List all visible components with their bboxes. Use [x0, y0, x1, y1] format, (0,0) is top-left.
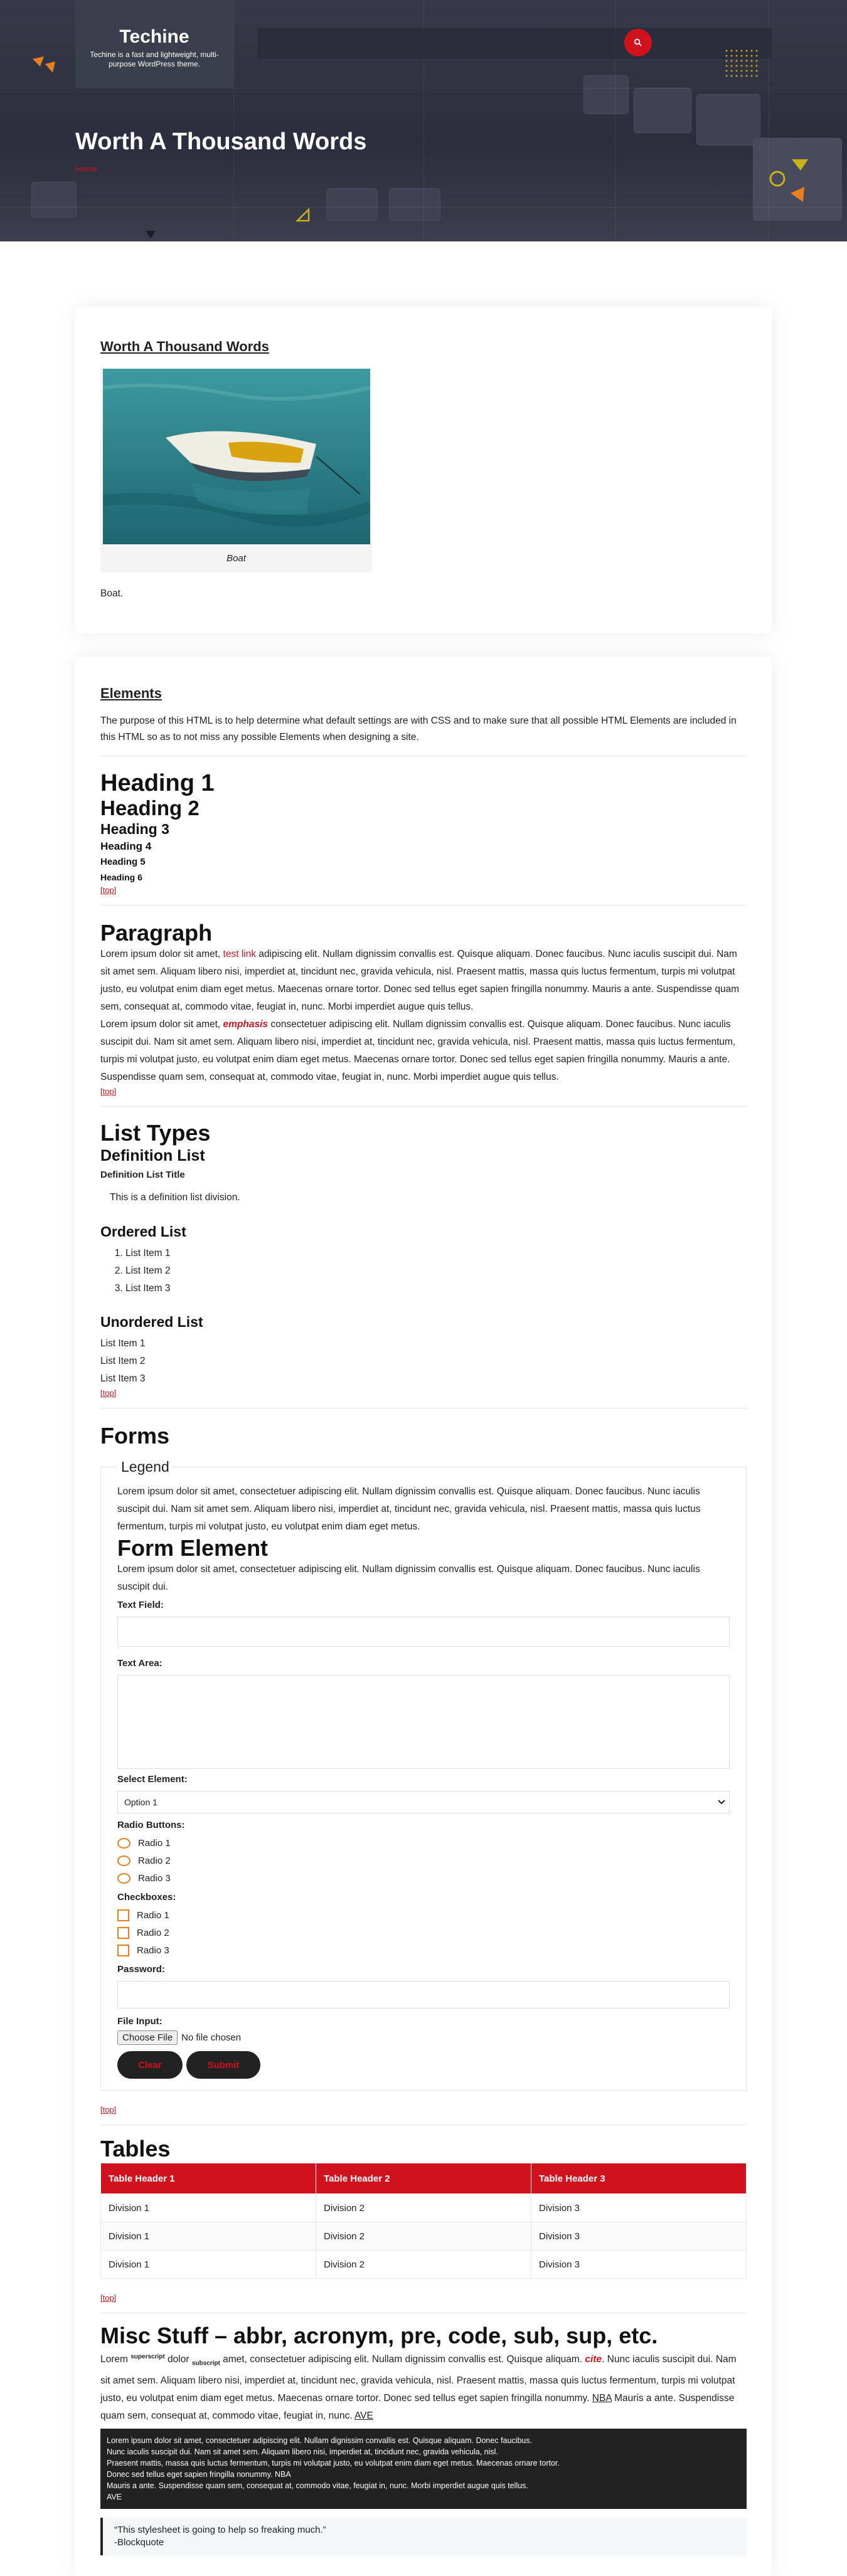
radio-2[interactable]: [117, 1852, 730, 1869]
table-header-row: [101, 2163, 747, 2194]
triangle-decoration-icon: [33, 55, 64, 78]
quote-text: “This stylesheet is going to help so freaking much.”: [114, 2525, 326, 2536]
misc-section: [100, 2323, 747, 2555]
acronym-ave: AVE: [354, 2410, 373, 2422]
text: Lorem ipsum dolor sit amet,: [100, 1019, 223, 1030]
preformatted-block: [100, 2429, 747, 2509]
pre-line: AVE: [107, 2493, 122, 2502]
search-bar[interactable]: [257, 28, 772, 59]
subscript: subscript: [191, 2360, 220, 2367]
site-branding[interactable]: [75, 0, 233, 88]
pre-line: Donec sed tellus eget sapien fringilla nonummy. NBA: [107, 2470, 291, 2479]
search-icon: [634, 38, 642, 47]
definition-list-heading: Definition List: [100, 1147, 205, 1164]
heading-2: Heading 2: [100, 796, 200, 820]
checkbox-3[interactable]: [117, 1941, 730, 1959]
table-row: [101, 2222, 747, 2251]
list-item: 2. List Item 2: [125, 1262, 747, 1280]
select-label: Select Element:: [117, 1774, 188, 1785]
keyboard-key-decoration: [634, 88, 691, 133]
checkbox-2[interactable]: [117, 1924, 730, 1941]
triangle-decoration-icon: [146, 231, 157, 240]
table-header: Table Header 3: [531, 2163, 747, 2194]
top-link[interactable]: [top]: [100, 885, 117, 895]
text-field-label: Text Field:: [117, 1600, 164, 1610]
tables-section: [100, 2136, 747, 2304]
keyboard-key-decoration: [696, 94, 760, 145]
text: Lorem ipsum dolor sit amet,: [100, 949, 223, 959]
checkbox-text: Radio 2: [137, 1927, 169, 1938]
post-card-boat: [75, 307, 772, 633]
text: dolor: [164, 2354, 192, 2365]
top-link[interactable]: [top]: [100, 1087, 117, 1096]
list-types-section: [100, 1121, 747, 1399]
submit-button[interactable]: Submit: [186, 2051, 260, 2079]
grid-line: [233, 0, 234, 241]
table-cell: Division 3: [531, 2222, 747, 2251]
image-caption: Boat: [226, 553, 246, 564]
boat-illustration: [103, 369, 370, 544]
paragraph-section: [100, 921, 747, 1097]
text-area-label: Text Area:: [117, 1658, 162, 1669]
post-title[interactable]: Elements: [100, 685, 162, 701]
legend-paragraph: Lorem ipsum dolor sit amet, consectetuer adipiscing elit. Nullam dignissim convallis est. Quisque aliquam. Donec faucibus. Nunc iaculis suscipit dui. Nam sit amet sem. Aliquam libero nisi, imperdiet at, tincidunt nec, gravida vehicula, nisl. Praesent mattis, massa quis luctus fermentum, turpis mi volutpat justo, eu volutpat enim diam eget metus.: [117, 1486, 701, 1532]
table-cell: Division 1: [101, 2251, 316, 2279]
heading-1: Heading 1: [100, 770, 215, 796]
dot-grid-decoration-icon: [725, 49, 762, 80]
unordered-list: [100, 1335, 747, 1388]
checkbox-square-icon[interactable]: [117, 1909, 129, 1921]
tables-heading: Tables: [100, 2136, 171, 2162]
headings-section: [100, 770, 747, 896]
test-link[interactable]: test link: [223, 949, 257, 959]
pre-line: Praesent mattis, massa quis luctus fermentum, turpis mi volutpat justo, eu volutpat enim diam eget metus. Maecenas ornare tortor.: [107, 2459, 560, 2468]
checkbox-label: Checkboxes:: [117, 1892, 176, 1903]
site-title[interactable]: Techine: [119, 26, 189, 47]
text: Lorem: [100, 2354, 131, 2365]
cite: cite: [585, 2354, 602, 2365]
site-description: Techine is a fast and lightweight, multi-purpose WordPress theme.: [90, 50, 219, 68]
table-cell: Division 2: [316, 2251, 531, 2279]
text-area-input[interactable]: [117, 1675, 730, 1769]
form-element-heading: Form Element: [117, 1535, 269, 1561]
top-link[interactable]: [top]: [100, 2293, 117, 2303]
table-cell: Division 2: [316, 2222, 531, 2251]
checkbox-text: Radio 3: [137, 1945, 169, 1956]
radio-circle-icon[interactable]: [117, 1873, 131, 1884]
radio-label: Radio Buttons:: [117, 1820, 185, 1830]
text: . Nunc iaculis suscipit dui. Nam sit amet sem. Aliquam libero nisi, imperdiet at, tincidunt nec, gravida vehicula, nisl. Praesent mattis, massa quis luctus fermentum, turpis mi volutpat justo, eu volutpat enim diam eget metus. Maecenas ornare tortor. Donec sed tellus eget sapien fringilla nonummy.: [100, 2354, 737, 2404]
form-paragraph: Lorem ipsum dolor sit amet, consectetuer adipiscing elit. Nullam dignissim convallis est. Quisque aliquam. Donec faucibus. Nunc iaculis suscipit dui.: [117, 1564, 700, 1592]
text: consectetuer adipiscing elit. Nullam dignissim convallis est. Quisque aliquam. Donec faucibus. Nunc iaculis suscipit dui. Nam sit amet sem. Aliquam libero nisi, imperdiet at, tincidunt nec, gravida vehicula, nisl. Praesent mattis, massa quis luctus fermentum, turpis mi volutpat justo, eu volutpat enim diam eget metus. Maecenas ornare tortor. Donec sed tellus eget sapien fringilla nonummy. Mauris a ante. Suspendisse quam sem, consequat at, commodo vitae, feugiat in, nunc. Morbi imperdiet augue quis tellus.: [100, 1019, 736, 1082]
top-link[interactable]: [top]: [100, 1388, 117, 1398]
heading-6: Heading 6: [100, 872, 142, 882]
radio-group: [117, 1834, 730, 1887]
radio-circle-icon[interactable]: [117, 1838, 131, 1849]
keyboard-key-decoration: [583, 75, 629, 114]
no-file-text: No file chosen: [181, 2032, 242, 2043]
heading-4: Heading 4: [100, 840, 152, 852]
list-types-heading: List Types: [100, 1120, 211, 1146]
abbr-nba: NBA: [592, 2393, 612, 2404]
heading-5: Heading 5: [100, 857, 146, 867]
form-actions: [117, 2051, 730, 2079]
list-item: 3. List Item 3: [125, 1280, 747, 1297]
checkbox-square-icon[interactable]: [117, 1945, 129, 1956]
checkbox-group: [117, 1906, 730, 1959]
table-header: Table Header 1: [101, 2163, 316, 2194]
top-link[interactable]: [top]: [100, 2105, 117, 2114]
pre-line: Lorem ipsum dolor sit amet, consectetuer adipiscing elit. Nullam dignissim convallis est. Quisque aliquam. Donec faucibus.: [107, 2436, 533, 2446]
paragraph-heading: Paragraph: [100, 920, 213, 946]
definition-description: This is a definition list division.: [110, 1192, 240, 1203]
checkbox-text: Radio 1: [137, 1909, 169, 1921]
blockquote: [100, 2518, 747, 2555]
post-card-elements: [75, 657, 772, 2576]
image-figure: [100, 369, 372, 573]
post-excerpt: Boat.: [100, 588, 124, 599]
superscript: superscript: [131, 2353, 165, 2360]
text-field-input[interactable]: [117, 1617, 730, 1647]
select-value: Option 1: [124, 1797, 157, 1807]
password-label: Password:: [117, 1964, 165, 1975]
list-item: List Item 3: [100, 1373, 146, 1384]
form-fieldset: [100, 1459, 747, 2091]
text: adipiscing elit. Nullam dignissim convallis est. Quisque aliquam. Donec faucibus. Nunc iaculis suscipit dui. Nam sit amet sem. Aliquam libero nisi, imperdiet at, tincidunt nec, gravida vehicula, nisl. Praesent mattis, massa quis luctus fermentum, turpis mi volutpat justo, eu volutpat enim diam eget metus. Maecenas ornare tortor. Donec sed tellus eget sapien fringilla nonummy. Mauris a ante. Suspendisse quam sem, consequat at, commodo vitae, feugiat in, nunc. Morbi imperdiet augue quis tellus.: [100, 949, 740, 1012]
definition-title: Definition List Title: [100, 1169, 185, 1180]
radio-circle-icon[interactable]: [117, 1855, 131, 1866]
emphasis-text: emphasis: [223, 1019, 269, 1030]
ordered-list-heading: Ordered List: [100, 1223, 186, 1240]
table-cell: Division 2: [316, 2194, 531, 2222]
radio-1[interactable]: [117, 1834, 730, 1852]
paragraph-1: [100, 946, 747, 1016]
divider: [100, 1106, 747, 1107]
list-item: List Item 1: [100, 1338, 146, 1349]
select-dropdown[interactable]: [117, 1791, 730, 1813]
chevron-down-icon: [718, 1800, 725, 1805]
file-input[interactable]: [117, 2030, 730, 2045]
forms-section: [100, 1423, 747, 2116]
hero-banner: [0, 0, 847, 241]
ordered-list: [100, 1245, 747, 1297]
table-header: Table Header 2: [316, 2163, 531, 2194]
checkbox-1[interactable]: [117, 1906, 730, 1924]
unordered-list-heading: Unordered List: [100, 1314, 203, 1330]
data-table: [100, 2163, 747, 2279]
checkbox-square-icon[interactable]: [117, 1927, 129, 1939]
table-row: [101, 2194, 747, 2222]
triangle-outline-decoration-icon: [295, 207, 311, 223]
keyboard-key-decoration: [326, 188, 378, 221]
radio-text: Radio 1: [138, 1837, 171, 1849]
heading-3: Heading 3: [100, 821, 169, 837]
boat-image: [103, 369, 370, 544]
radio-text: Radio 3: [138, 1872, 171, 1884]
shape-decoration-icon: [767, 158, 811, 208]
grid-line: [0, 207, 847, 208]
radio-3[interactable]: [117, 1869, 730, 1887]
post-title[interactable]: Worth A Thousand Words: [100, 339, 269, 354]
table-cell: Division 1: [101, 2222, 316, 2251]
quote-author: -Blockquote: [114, 2537, 164, 2548]
table-cell: Division 3: [531, 2251, 747, 2279]
text: Mauris a ante. Suspendisse quam sem, consequat at, commodo vitae, feugiat in, nunc.: [100, 2393, 735, 2422]
search-button[interactable]: [624, 29, 652, 56]
file-input-label: File Input:: [117, 2016, 162, 2027]
table-cell: Division 1: [101, 2194, 316, 2222]
choose-file-button[interactable]: Choose File: [117, 2030, 178, 2045]
forms-heading: Forms: [100, 1423, 170, 1449]
text: amet, consectetuer adipiscing elit. Nullam dignissim convallis est. Quisque aliquam.: [220, 2354, 585, 2365]
table-row: [101, 2251, 747, 2279]
pre-line: Nunc iaculis suscipit dui. Nam sit amet sem. Aliquam libero nisi, imperdiet at, tincidunt nec, gravida vehicula, nisl.: [107, 2447, 498, 2457]
table-cell: Division 3: [531, 2194, 747, 2222]
clear-button[interactable]: Clear: [117, 2051, 183, 2079]
keyboard-key-decoration: [389, 188, 440, 221]
list-item: List Item 2: [100, 1356, 146, 1366]
legend: Legend: [121, 1459, 169, 1475]
radio-text: Radio 2: [138, 1855, 171, 1866]
page-title: Worth A Thousand Words: [75, 129, 367, 155]
misc-heading: Misc Stuff – abbr, acronym, pre, code, sub, sup, etc.: [100, 2323, 658, 2348]
list-item: 1. List Item 1: [125, 1245, 747, 1262]
password-input[interactable]: [117, 1981, 730, 2009]
paragraph-2: [100, 1016, 747, 1086]
breadcrumb[interactable]: Home: [75, 164, 97, 174]
pre-line: Mauris a ante. Suspendisse quam sem, consequat at, commodo vitae, feugiat in, nunc. Morbi imperdiet augue quis tellus.: [107, 2481, 528, 2491]
misc-paragraph: [100, 2348, 747, 2425]
keyboard-key-decoration: [31, 182, 77, 218]
intro-paragraph: The purpose of this HTML is to help determine what default settings are with CSS and to make sure that all possible HTML Elements are included in this HTML so as to not miss any possible Elements when designing a site.: [100, 715, 737, 742]
